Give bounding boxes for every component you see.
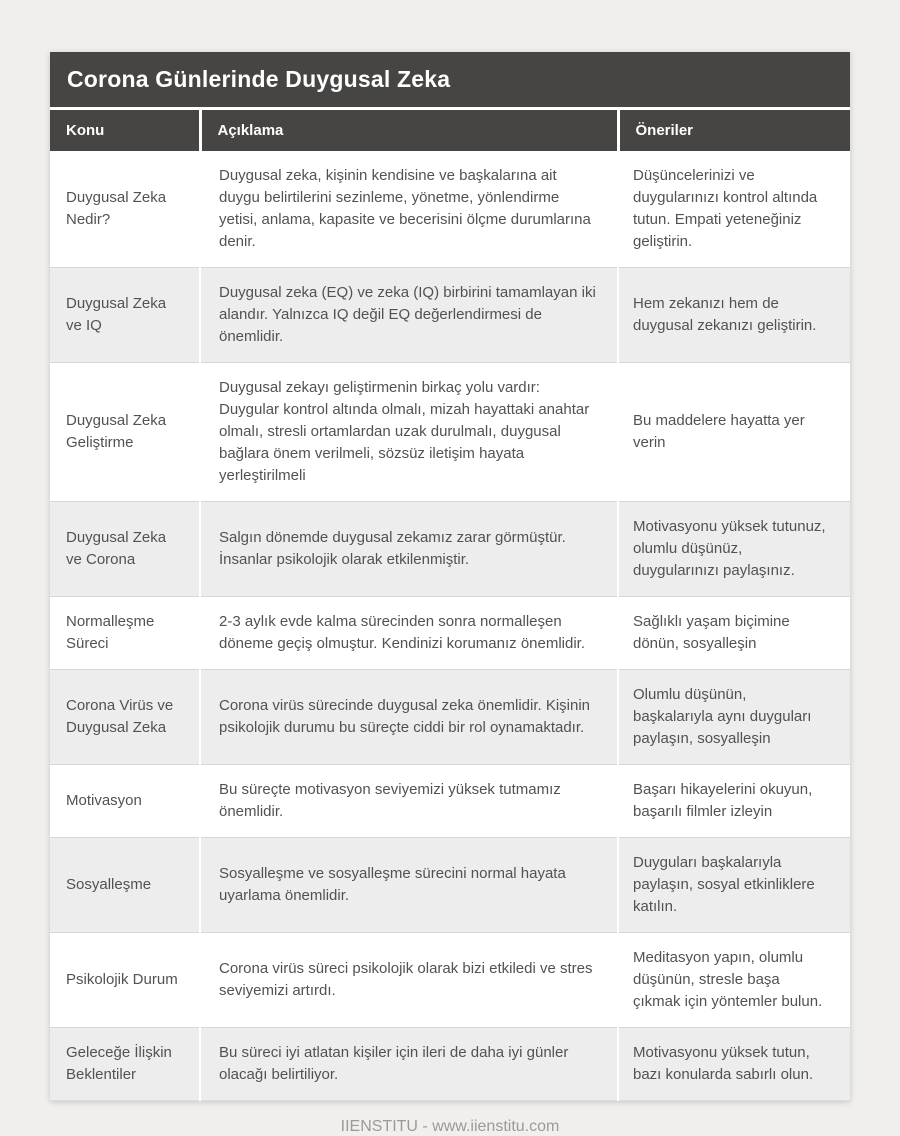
card-inner [50,52,850,1101]
footer-text: IIENSTITU - www.iienstitu.com [340,1118,560,1135]
suggestion-cell: Duyguları başkalarıyla paylaşın, sosyal etkinliklere katılın. [618,838,850,933]
table-row [50,502,850,597]
suggestion-cell: Motivasyonu yüksek tutun, bazı konularda sabırlı olun. [618,1028,850,1101]
content-card [50,0,850,1136]
table-row [50,597,850,670]
description-cell: Corona virüs sürecinde duygusal zeka önemlidir. Kişinin psikolojik durumu bu süreçte ciddi bir rol oynamaktadır. [200,670,618,765]
suggestion-cell: Motivasyonu yüksek tutunuz, olumlu düşünüz, duygularınızı paylaşınız. [618,502,850,597]
topic-cell: Duygusal Zeka Nedir? [66,189,167,228]
description-cell: Duygusal zekayı geliştirmenin birkaç yolu vardır: Duygular kontrol altında olmalı, mizah hayattaki anahtar olmalı, stresli ortamlardan uzak durulmalı, duygusal bağlara önem verilmeli, sözsüz iletişim hayata yerleştirilmeli [200,363,618,502]
table-header-row [50,109,850,152]
title-bar [50,52,850,107]
table-row [50,151,850,268]
description-cell: 2-3 aylık evde kalma sürecinden sonra normalleşen döneme geçiş olmuştur. Kendinizi korumanız önemlidir. [200,597,618,670]
info-table [50,107,850,1101]
suggestion-cell: Meditasyon yapın, olumlu düşünün, stresle başa çıkmak için yöntemler bulun. [618,933,850,1028]
table-header [50,109,850,152]
suggestion-cell: Başarı hikayelerini okuyun, başarılı filmler izleyin [618,765,850,838]
description-cell: Salgın dönemde duygusal zekamız zarar görmüştür. İnsanlar psikolojik olarak etkilenmiştir. [200,502,618,597]
table-row [50,268,850,363]
topic-cell: Duygusal Zeka Geliştirme [50,363,200,502]
page-title: Corona Günlerinde Duygusal Zeka [67,66,451,92]
description-cell: Bu süreçte motivasyon seviyemizi yüksek tutmamız önemlidir. [200,765,618,838]
suggestion-cell: Hem zekanızı hem de duygusal zekanızı geliştirin. [618,268,850,363]
topic-cell: Sosyalleşme [50,838,200,933]
description-cell: Duygusal zeka (EQ) ve zeka (IQ) birbirini tamamlayan iki alandır. Yalnızca IQ değil EQ değerlendirmesi de önemlidir. [200,268,618,363]
suggestion-cell: Olumlu düşünün, başkalarıyla aynı duyguları paylaşın, sosyalleşin [618,670,850,765]
topic-cell: Geleceğe İlişkin Beklentiler [50,1028,200,1101]
column-header-oneriler: Öneriler [618,109,850,152]
suggestion-cell: Sağlıklı yaşam biçimine dönün, sosyalleşin [618,597,850,670]
table-row [50,1028,850,1101]
topic-cell: Psikolojik Durum [50,933,200,1028]
description-cell: Bu süreci iyi atlatan kişiler için ileri de daha iyi günler olacağı belirtiliyor. [200,1028,618,1101]
description-cell: Corona virüs süreci psikolojik olarak bizi etkiledi ve stres seviyemizi artırdı. [200,933,618,1028]
topic-cell: Motivasyon [50,765,200,838]
table-row [50,363,850,502]
suggestion-cell: Düşüncelerinizi ve duygularınızı kontrol altında tutun. Empati yeteneğiniz geliştirin. [618,151,850,268]
description-cell: Sosyalleşme ve sosyalleşme sürecini normal hayata uyarlama önemlidir. [200,838,618,933]
column-header-konu: Konu [50,109,200,152]
topic-cell: Normalleşme Süreci [50,597,200,670]
suggestion-cell: Bu maddelere hayatta yer verin [618,363,850,502]
footer [50,1118,850,1136]
table-row [50,765,850,838]
topic-cell: Duygusal Zeka ve Corona [50,502,200,597]
table-body [50,151,850,1101]
topic-cell: Corona Virüs ve Duygusal Zeka [50,670,200,765]
column-header-aciklama: Açıklama [200,109,618,152]
description-cell: Duygusal zeka, kişinin kendisine ve başkalarına ait duygu belirtilerini sezinleme, yönetme, yönlendirme yetisi, anlama, kapasite ve becerisini ölçme durumlarına denir. [200,151,618,268]
table-row [50,838,850,933]
table-row [50,933,850,1028]
topic-cell: Duygusal Zeka ve IQ [50,268,200,363]
table-row [50,670,850,765]
